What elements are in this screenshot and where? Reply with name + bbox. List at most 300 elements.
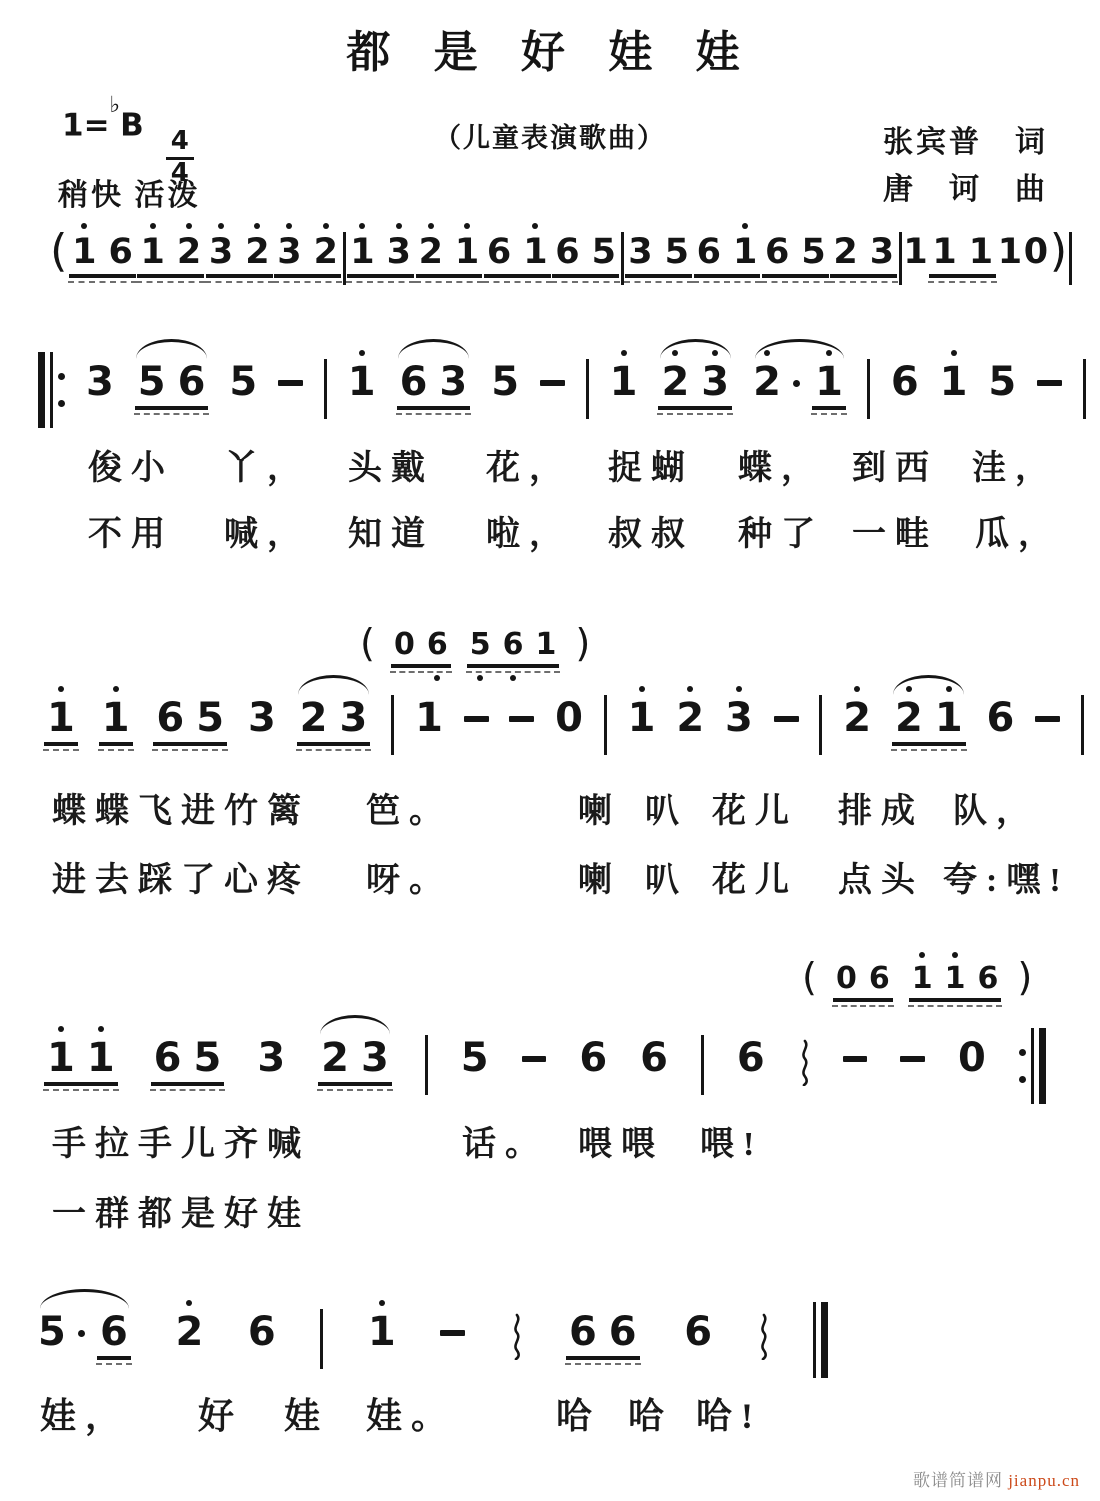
- beam-group: [318, 1035, 392, 1086]
- beam-group: [909, 961, 1002, 1002]
- note-digit: 1: [140, 235, 164, 270]
- note-run: [997, 232, 1023, 272]
- note-digit: 6: [247, 1309, 276, 1355]
- note-run: [229, 359, 258, 405]
- barline-s: [343, 232, 346, 285]
- note-group: [890, 359, 919, 405]
- note-run: [175, 1309, 204, 1355]
- note-digit: 2: [661, 362, 689, 402]
- meter-top: 4: [166, 128, 194, 159]
- note-digit: 1: [903, 232, 928, 272]
- note-digit: 2: [843, 698, 871, 738]
- note-digit: 6: [177, 359, 206, 405]
- lyric-syllable: 手拉手儿齐喊: [52, 1126, 310, 1163]
- note-run: [676, 695, 705, 741]
- note-group: [833, 961, 893, 1002]
- dash-note: [278, 380, 303, 385]
- note-digit: 3: [725, 698, 753, 738]
- beam-group: [206, 232, 273, 278]
- barline-s: [1083, 359, 1086, 419]
- note-digit: 1: [932, 232, 957, 272]
- slur-arc: [298, 675, 369, 695]
- note-run: [85, 359, 114, 405]
- note-digit: 3: [209, 235, 233, 270]
- note-digit: 3: [701, 362, 729, 402]
- note-digit: 2: [245, 235, 269, 270]
- octave-dot-high: [906, 686, 912, 692]
- lyric-syllable: 一畦: [852, 516, 938, 553]
- note-group: [416, 232, 483, 278]
- octave-dot-high: [396, 223, 402, 229]
- note-group: [997, 232, 1023, 272]
- note-digit: 5: [229, 359, 258, 405]
- parenthesis: (: [50, 223, 68, 277]
- parenthesis: (: [360, 620, 375, 666]
- note-digit: 0: [393, 627, 415, 662]
- octave-dot-low: [477, 675, 483, 681]
- note-group: [609, 359, 638, 405]
- note-group: [909, 961, 1002, 1002]
- note-group: [257, 1035, 286, 1081]
- note-digit: 1: [455, 235, 479, 270]
- lyric-syllable: 队，: [953, 793, 1039, 830]
- note-group: [247, 695, 276, 741]
- note-digit: 1: [47, 1038, 75, 1078]
- lyric-syllable: 头戴: [348, 450, 434, 487]
- note-digit: 3: [257, 1035, 286, 1081]
- note-digit: 3: [628, 232, 653, 272]
- note-group: [38, 1309, 131, 1360]
- tempo-marking: 稍快 活泼: [58, 179, 201, 212]
- lyric-syllable: 娃: [284, 1396, 330, 1436]
- note-digit: 2: [299, 695, 328, 741]
- note-group: [318, 1035, 392, 1086]
- barline-s: [391, 695, 394, 755]
- beam-group: [99, 695, 133, 746]
- beam-group: [762, 232, 829, 278]
- lyric-syllable: 排成: [838, 793, 924, 830]
- note-run: [725, 695, 753, 741]
- note-group: [566, 1309, 640, 1360]
- note-group: [247, 1309, 276, 1355]
- note-group: [725, 695, 753, 741]
- lyric-syllable: 进去踩了心疼: [52, 862, 310, 899]
- credits: [883, 120, 1048, 213]
- note-group: [151, 1035, 225, 1086]
- note-group: [491, 359, 520, 405]
- note-run: [939, 359, 968, 405]
- note-group: [903, 232, 928, 272]
- note-group: [397, 359, 471, 410]
- meter-bottom: 4: [170, 157, 189, 188]
- lyric-syllable: 娃。: [366, 1396, 457, 1436]
- note-digit: 2: [177, 235, 201, 270]
- slur-arc: [893, 675, 964, 695]
- note-run: [247, 1309, 276, 1355]
- dash-note: [522, 1056, 547, 1061]
- note-group: [929, 232, 996, 278]
- note-group: [274, 232, 341, 278]
- beam-group: [658, 359, 732, 410]
- note-group: [762, 232, 829, 278]
- barline-s: [324, 359, 327, 419]
- vocal-line-1: [38, 359, 1086, 428]
- lyric-syllable: 喇: [578, 862, 621, 899]
- note-digit: 5: [196, 695, 225, 741]
- note-group: [85, 359, 114, 405]
- beam-group: [97, 1309, 131, 1360]
- barline-s: [604, 695, 607, 755]
- octave-dot-high: [736, 686, 742, 692]
- beam-group: [44, 695, 78, 746]
- note-group: [552, 232, 619, 278]
- note-run: [843, 695, 872, 741]
- dash-note: [464, 716, 489, 721]
- note-digit: 1: [945, 964, 966, 994]
- note-digit: 3: [339, 695, 368, 741]
- note-digit: 0: [555, 695, 583, 741]
- beam-group: [694, 232, 761, 278]
- note-digit: 5: [470, 630, 491, 660]
- note-group: [684, 1309, 713, 1355]
- pickup-small-1: [360, 620, 591, 668]
- note-digit: 1: [348, 362, 376, 402]
- note-group: [135, 359, 209, 410]
- note-digit: 1: [935, 698, 963, 738]
- note-group: [484, 232, 551, 278]
- note-digit: 6: [684, 1309, 713, 1355]
- parenthesis: ): [1017, 954, 1033, 1000]
- lyric-syllable: 花儿: [712, 793, 798, 830]
- lyric-syllable: 话。: [462, 1126, 548, 1163]
- note-digit: 6: [427, 630, 448, 660]
- beam-group: [467, 627, 560, 668]
- note-group: [694, 232, 761, 278]
- note-digit: 6: [486, 232, 512, 272]
- note-group: [830, 232, 897, 278]
- octave-dot-high: [712, 350, 718, 356]
- vocal-line-2: [44, 695, 1084, 755]
- lyric-syllable: 俊小: [88, 450, 174, 487]
- note-digit: 1: [912, 964, 933, 994]
- lyric-syllable: 叔叔: [608, 516, 694, 553]
- octave-dot-low: [510, 675, 516, 681]
- note-group: [347, 359, 376, 405]
- lyric-syllable: 叭: [645, 862, 688, 899]
- note-group: [297, 695, 371, 746]
- note-run: [257, 1035, 286, 1081]
- note-run: [415, 695, 443, 741]
- lyric-syllable: 娃，: [40, 1396, 131, 1436]
- lyric-syllable: 捉蝴: [608, 450, 694, 487]
- note-digit: 1: [368, 1312, 396, 1352]
- note-run: [753, 359, 800, 405]
- note-group: [939, 359, 968, 405]
- note-digit: 2: [676, 698, 704, 738]
- note-digit: 1: [350, 235, 374, 270]
- note-group: [137, 232, 204, 278]
- note-digit: 2: [833, 232, 858, 272]
- octave-dot-high: [826, 350, 832, 356]
- note-run: [736, 1035, 765, 1081]
- note-group: [958, 1035, 986, 1081]
- vibrato-wavy-line: [757, 1313, 769, 1360]
- lyric-syllable: 点头: [838, 862, 924, 899]
- note-digit: 6: [890, 359, 919, 405]
- note-digit: 6: [503, 630, 524, 660]
- parenthesis: ): [575, 620, 591, 666]
- note-digit: 2: [895, 698, 923, 738]
- note-run: [38, 1309, 85, 1355]
- note-digit: 6: [736, 1035, 765, 1081]
- beam-group: [391, 627, 451, 668]
- slur-arc: [398, 339, 469, 359]
- octave-dot-high: [359, 350, 365, 356]
- note-digit: 6: [108, 232, 133, 272]
- note-run: [988, 359, 1017, 405]
- note-digit: 6: [100, 1309, 128, 1355]
- note-digit: 5: [801, 232, 826, 272]
- note-digit: 2: [419, 235, 443, 270]
- barline-s: [867, 359, 870, 419]
- note-digit: 1: [968, 232, 994, 272]
- note-run: [555, 695, 583, 741]
- beam-group: [830, 232, 897, 278]
- note-digit: 5: [38, 1309, 66, 1355]
- note-digit: 6: [608, 1309, 637, 1355]
- note-digit: 1: [72, 235, 96, 270]
- lyric-syllable: 花，: [486, 450, 572, 487]
- note-run: [247, 695, 276, 741]
- note-digit: 5: [988, 359, 1017, 405]
- note-group: [736, 1035, 765, 1081]
- octave-dot-high: [621, 350, 627, 356]
- octave-dot-high: [919, 952, 925, 958]
- octave-dot-high: [952, 952, 958, 958]
- note-digit: 6: [153, 1035, 182, 1081]
- beam-group: [151, 1035, 225, 1086]
- lyric-syllable: 喊，: [224, 516, 310, 553]
- slur-arc: [40, 1289, 129, 1309]
- octave-dot-high: [532, 223, 538, 229]
- beam-group: [812, 359, 846, 410]
- beam-group: [566, 1309, 640, 1360]
- lyricist: 张宾普 词: [883, 126, 1048, 159]
- octave-dot-high: [218, 223, 224, 229]
- lyric-syllable: 笆。: [366, 793, 452, 830]
- slur-arc: [320, 1015, 391, 1035]
- note-group: [988, 359, 1017, 405]
- note-digit: 3: [360, 1035, 389, 1081]
- note-digit: 6: [696, 232, 721, 272]
- octave-dot-high: [359, 223, 365, 229]
- octave-dot-high: [186, 223, 192, 229]
- note-run: [609, 359, 638, 405]
- octave-dot-high: [946, 686, 952, 692]
- lyric-syllable: 呀。: [366, 862, 452, 899]
- beam-group: [625, 232, 692, 278]
- lyric-syllable: 叭: [645, 793, 688, 830]
- barline-s: [1081, 695, 1084, 755]
- barline-s: [819, 695, 822, 755]
- beam-group: [892, 695, 966, 746]
- parenthesis: (: [802, 954, 817, 1000]
- note-group: [579, 1035, 608, 1081]
- note-run: [640, 1035, 668, 1081]
- barline-s: [320, 1309, 323, 1369]
- octave-dot-high: [379, 1300, 385, 1306]
- note-run: [986, 695, 1015, 741]
- note-run: [903, 232, 928, 272]
- note-group: [555, 695, 583, 741]
- note-group: [467, 627, 560, 668]
- octave-dot-high: [672, 350, 678, 356]
- note-digit: 1: [628, 698, 656, 738]
- slur-arc: [136, 339, 207, 359]
- dash-note: [774, 716, 799, 721]
- note-run: [491, 359, 520, 405]
- note-digit: 2: [175, 1312, 203, 1352]
- parenthesis: ): [1049, 223, 1068, 277]
- beam-group: [929, 232, 996, 278]
- watermark: [913, 1466, 1080, 1491]
- barline-s: [621, 232, 624, 285]
- note-digit: 1: [733, 235, 757, 270]
- song-title: 都 是 好 娃 娃: [346, 27, 754, 78]
- dash-note: [440, 1330, 465, 1335]
- note-digit: 1: [940, 362, 968, 402]
- beam-group: [416, 232, 483, 278]
- note-group: [44, 1035, 118, 1086]
- octave-dot-high: [323, 223, 329, 229]
- note-run: [684, 1309, 713, 1355]
- intro-line: [50, 223, 1072, 285]
- octave-dot-low: [434, 675, 440, 681]
- note-digit: 1: [997, 232, 1023, 272]
- note-group: [753, 359, 846, 410]
- note-digit: 0: [958, 1035, 986, 1081]
- note-group: [843, 695, 872, 741]
- lyric-syllable: 不用: [88, 516, 174, 553]
- vibrato-wavy-line: [798, 1039, 810, 1086]
- note-digit: 6: [977, 961, 999, 996]
- note-digit: 3: [869, 232, 895, 272]
- dash-note: [509, 716, 534, 721]
- vocal-line-4: [38, 1309, 828, 1378]
- lyric-syllable: 知道: [348, 516, 434, 553]
- note-digit: 5: [460, 1035, 489, 1081]
- note-digit: 1: [415, 695, 443, 741]
- note-digit: 3: [85, 359, 114, 405]
- lyric-syllable: 夸:嘿!: [943, 862, 1070, 899]
- note-digit: 6: [986, 695, 1015, 741]
- note-digit: 2: [314, 235, 338, 270]
- note-digit: 5: [193, 1035, 222, 1081]
- note-group: [676, 695, 705, 741]
- octave-dot-high: [428, 223, 434, 229]
- note-group: [367, 1309, 396, 1355]
- note-digit: 6: [555, 232, 580, 272]
- beam-group: [69, 232, 136, 278]
- note-digit: 3: [387, 235, 411, 270]
- octave-dot-high: [58, 686, 64, 692]
- beam-group: [347, 232, 414, 278]
- octave-dot-high: [254, 223, 260, 229]
- note-digit: 5: [137, 359, 166, 405]
- barline-s: [701, 1035, 704, 1095]
- key-prefix: 1=: [62, 107, 110, 144]
- note-group: [391, 627, 451, 668]
- barline-s: [425, 1035, 428, 1095]
- beam-group: [274, 232, 341, 278]
- watermark-site: 歌谱简谱网: [912, 1471, 1003, 1490]
- note-group: [986, 695, 1015, 741]
- lyric-syllable: 喂喂: [578, 1126, 664, 1163]
- note-digit: 1: [47, 698, 75, 738]
- note-group: [99, 695, 133, 746]
- lyric-syllable: 种了: [738, 516, 824, 553]
- note-digit: 1: [815, 362, 843, 402]
- note-run: [460, 1035, 489, 1081]
- note-digit: 3: [439, 359, 468, 405]
- note-group: [1023, 232, 1049, 272]
- note-digit: 2: [321, 1035, 349, 1081]
- lyric-syllable: 瓜，: [975, 516, 1061, 553]
- octave-dot-high: [639, 686, 645, 692]
- note-run: [627, 695, 656, 741]
- lyric-syllable: 一群都是好娃: [52, 1196, 310, 1233]
- octave-dot-high: [186, 1300, 192, 1306]
- note-run: [890, 359, 919, 405]
- beam-group: [44, 1035, 118, 1086]
- lyric-syllable: 洼，: [972, 450, 1058, 487]
- note-digit: 2: [753, 362, 781, 402]
- note-group: [892, 695, 966, 746]
- note-digit: 6: [579, 1035, 608, 1081]
- note-digit: 6: [868, 961, 890, 996]
- barline-s: [1069, 232, 1072, 285]
- note-group: [153, 695, 227, 746]
- lyric-syllable: 啦，: [486, 516, 572, 553]
- beam-group: [484, 232, 551, 278]
- octave-dot-high: [98, 1026, 104, 1032]
- note-group: [229, 359, 258, 405]
- note-group: [175, 1309, 204, 1355]
- lyric-syllable: 哈!: [696, 1396, 762, 1436]
- beam-group: [552, 232, 619, 278]
- composer: 唐 诃 曲: [883, 172, 1048, 206]
- octave-dot-high: [286, 223, 292, 229]
- note-group: [69, 232, 136, 278]
- note-digit: 0: [835, 961, 857, 996]
- lyric-syllable: 丫，: [224, 450, 310, 487]
- watermark-url: jianpu.cn: [1008, 1471, 1080, 1490]
- lyric-syllable: 哈: [628, 1396, 674, 1436]
- octave-dot-high: [150, 223, 156, 229]
- flat-sign: ♭: [109, 91, 121, 118]
- note-run: [347, 359, 376, 405]
- note-digit: 5: [491, 359, 520, 405]
- note-digit: 1: [87, 1038, 115, 1078]
- note-digit: 5: [664, 232, 689, 272]
- note-group: [658, 359, 732, 410]
- lyric-syllable: 花儿: [712, 862, 798, 899]
- beam-group: [153, 695, 227, 746]
- octave-dot-high: [742, 223, 748, 229]
- note-digit: 6: [399, 359, 428, 405]
- barline-s: [586, 359, 589, 419]
- note-group: [206, 232, 273, 278]
